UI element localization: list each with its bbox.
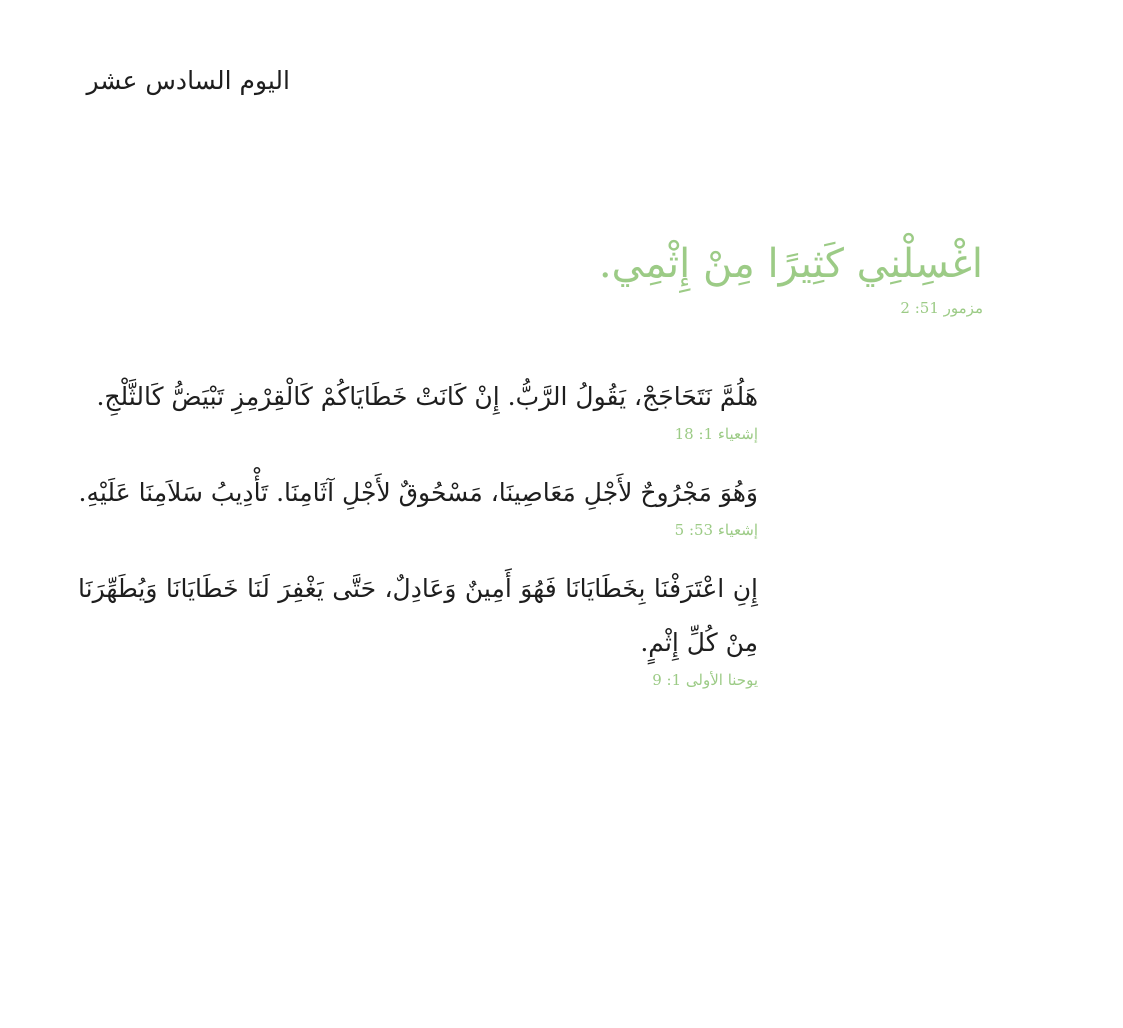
reading-text: إِنِ اعْتَرَفْنَا بِخَطَايَانَا فَهُوَ أَمِينٌ وَعَادِلٌ، حَتَّى يَغْفِرَ لَنَا خَطَايَانَا وَيُطَهِّرَنَا مِنْ كُلِّ إِثْمٍ. <box>78 574 758 657</box>
reading-item <box>78 370 758 444</box>
theme-verse-block <box>283 232 983 318</box>
day-title: اليوم السادس عشر <box>86 66 290 95</box>
reading-reference: إشعياء 53: 5 <box>674 521 758 539</box>
theme-verse: اغْسِلْنِي كَثِيرًا مِنْ إِثْمِي. <box>598 241 983 287</box>
reading-text: هَلُمَّ نَتَحَاجَجْ، يَقُولُ الرَّبُّ. إِنْ كَانَتْ خَطَايَاكُمْ كَالْقِرْمِزِ تَبْيَضُّ كَالثَّلْجِ. <box>96 382 758 411</box>
reading-reference: يوحنا الأولى 1: 9 <box>652 671 758 689</box>
readings-list <box>78 370 758 712</box>
reading-text: وَهُوَ مَجْرُوحٌ لأَجْلِ مَعَاصِينَا، مَسْحُوقٌ لأَجْلِ آثَامِنَا. تَأْدِيبُ سَلاَمِنَا عَلَيْهِ. <box>78 478 758 507</box>
reading-item <box>78 562 758 690</box>
theme-verse-reference: مزمور 51: 2 <box>900 299 983 317</box>
reading-item <box>78 466 758 540</box>
reading-reference: إشعياء 1: 18 <box>674 425 758 443</box>
